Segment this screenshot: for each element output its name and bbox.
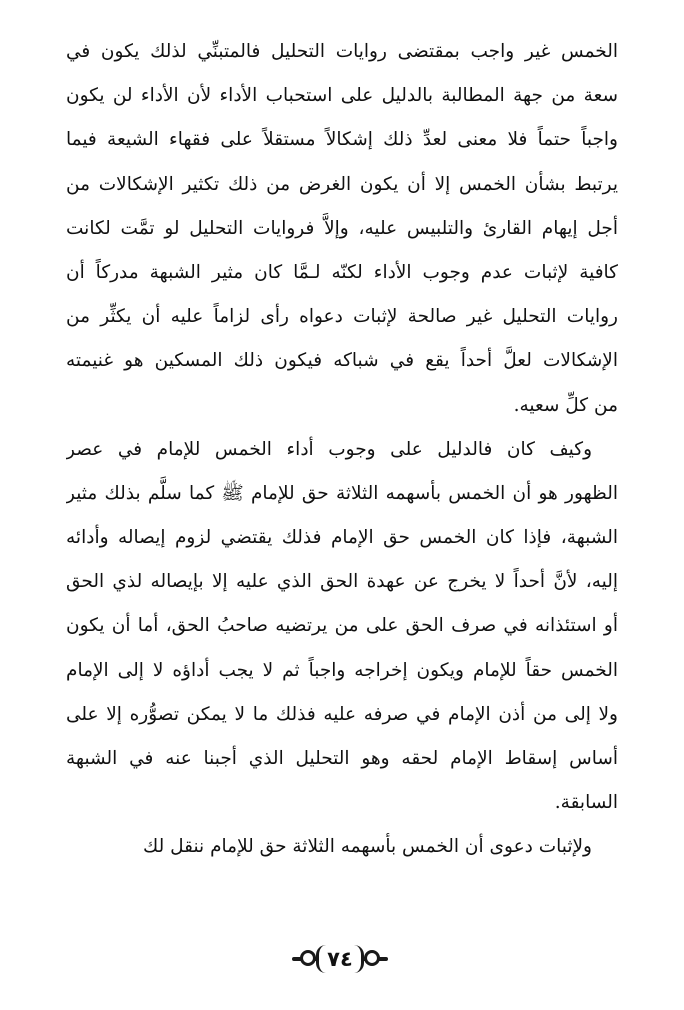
text-line: ولا إلى من أذن الإمام في صرفه عليه فذلك ما لا يمكن تصوُّره إلا على xyxy=(66,703,618,725)
text-line: إليه، لأنَّ أحداً لا يخرج عن عهدة الحق الذي عليه إلا بإيصاله لذي الحق xyxy=(66,571,618,593)
text-line: الشبهة، فإذا كان الخمس حق الإمام فذلك يقتضي لزوم إيصاله وأدائه xyxy=(66,527,618,549)
text-line: وكيف كان فالدليل على وجوب أداء الخمس للإمام في عصر xyxy=(66,438,592,460)
page-number-ornament xyxy=(292,944,388,974)
ornament-left-icon xyxy=(300,950,316,966)
paragraph-2 xyxy=(66,428,618,826)
text-line: كافية لإثبات عدم وجوب الأداء لكنّه لـمَّا كان مثير الشبهة مدركاً أن xyxy=(66,261,618,283)
text-line: واجباً حتماً فلا معنى لعدِّ ذلك إشكالاً مستقلاً على فقهاء الشيعة فيما xyxy=(66,129,618,151)
paragraph-3 xyxy=(66,825,618,869)
text-line: السابقة. xyxy=(554,792,618,814)
paragraph-1 xyxy=(66,30,618,428)
text-line: الظهور هو أن الخمس بأسهمه الثلاثة حق للإمام ﷺ كما سلَّم بذلك مثير xyxy=(66,482,618,504)
text-line: ولإثبات دعوى أن الخمس بأسهمه الثلاثة حق للإمام ننقل لك xyxy=(143,836,592,858)
text-line: الخمس غير واجب بمقتضى روايات التحليل فالمتبنِّي لذلك يكون في xyxy=(66,41,618,62)
text-line: أو استئذانه في صرف الحق على من يرتضيه صاحبُ الحق، أما أن يكون xyxy=(66,615,618,637)
text-line: الإشكالات لعلَّ أحداً يقع في شباكه فيكون ذلك المسكين هو غنيمته xyxy=(66,350,618,372)
text-line: من كلِّ سعيه. xyxy=(513,394,618,416)
text-line: الخمس حقاً للإمام ويكون إخراجه واجباً ثم لا يجب أداؤه لا إلى الإمام xyxy=(66,659,618,681)
page-body xyxy=(66,30,618,870)
text-line: سعة من جهة المطالبة بالدليل على استحباب الأداء لأن الأداء لن يكون xyxy=(66,85,618,107)
text-line: روايات التحليل غير صالحة لإثبات دعواه رأى لزاماً عليه أن يكثِّر من xyxy=(66,306,618,328)
text-line: يرتبط بشأن الخمس إلا أن يكون الغرض من ذلك تكثير الإشكالات من xyxy=(66,173,618,195)
page-number: ٧٤ xyxy=(316,945,364,973)
ornament-right-icon xyxy=(364,950,380,966)
text-line: أساس إسقاط الإمام لحقه وهو التحليل الذي أجبنا عنه في الشبهة xyxy=(66,748,618,769)
text-line: أجل إيهام القارئ والتلبيس عليه، وإلاَّ فروايات التحليل لو تمَّت لكانت xyxy=(66,217,618,239)
